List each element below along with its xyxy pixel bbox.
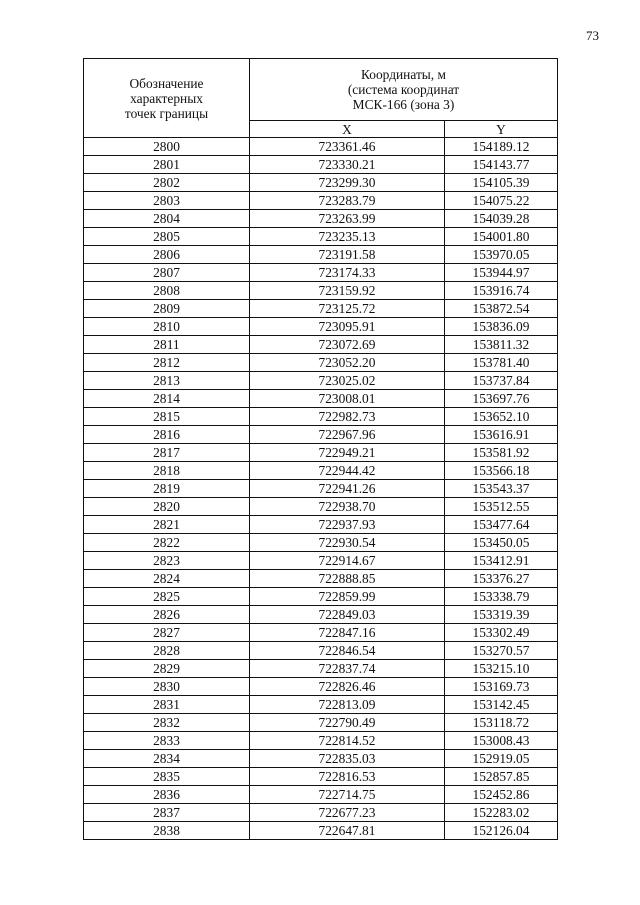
cell-x: 723361.46 — [250, 138, 445, 156]
cell-point: 2823 — [84, 552, 250, 570]
cell-x: 722835.03 — [250, 750, 445, 768]
table-row — [84, 282, 558, 300]
cell-point: 2831 — [84, 696, 250, 714]
cell-point: 2819 — [84, 480, 250, 498]
cell-y: 153376.27 — [445, 570, 558, 588]
cell-x: 722930.54 — [250, 534, 445, 552]
cell-point: 2832 — [84, 714, 250, 732]
table-row — [84, 354, 558, 372]
cell-y: 153215.10 — [445, 660, 558, 678]
table-row — [84, 300, 558, 318]
table-row — [84, 426, 558, 444]
cell-x: 723072.69 — [250, 336, 445, 354]
cell-x: 722814.52 — [250, 732, 445, 750]
cell-point: 2809 — [84, 300, 250, 318]
cell-y: 153781.40 — [445, 354, 558, 372]
cell-point: 2835 — [84, 768, 250, 786]
table-row — [84, 678, 558, 696]
cell-x: 723025.02 — [250, 372, 445, 390]
table-row — [84, 624, 558, 642]
cell-x: 723191.58 — [250, 246, 445, 264]
cell-y: 153169.73 — [445, 678, 558, 696]
cell-x: 723095.91 — [250, 318, 445, 336]
table-row — [84, 318, 558, 336]
header-x: X — [250, 121, 445, 138]
cell-point: 2800 — [84, 138, 250, 156]
cell-point: 2814 — [84, 390, 250, 408]
table-row — [84, 138, 558, 156]
cell-x: 722941.26 — [250, 480, 445, 498]
cell-x: 722826.46 — [250, 678, 445, 696]
cell-x: 722949.21 — [250, 444, 445, 462]
cell-x: 722813.09 — [250, 696, 445, 714]
cell-y: 152919.05 — [445, 750, 558, 768]
cell-point: 2815 — [84, 408, 250, 426]
cell-point: 2812 — [84, 354, 250, 372]
cell-y: 153412.91 — [445, 552, 558, 570]
cell-point: 2833 — [84, 732, 250, 750]
table-row — [84, 156, 558, 174]
cell-y: 153512.55 — [445, 498, 558, 516]
cell-x: 722859.99 — [250, 588, 445, 606]
cell-point: 2805 — [84, 228, 250, 246]
cell-y: 153916.74 — [445, 282, 558, 300]
table-row — [84, 516, 558, 534]
table-header — [84, 59, 558, 138]
table-row — [84, 246, 558, 264]
cell-y: 153338.79 — [445, 588, 558, 606]
table-row — [84, 642, 558, 660]
cell-y: 153836.09 — [445, 318, 558, 336]
table-row — [84, 570, 558, 588]
cell-point: 2817 — [84, 444, 250, 462]
page-number: 73 — [586, 28, 599, 43]
cell-point: 2821 — [84, 516, 250, 534]
cell-point: 2820 — [84, 498, 250, 516]
table-row — [84, 174, 558, 192]
table-row — [84, 534, 558, 552]
cell-x: 722982.73 — [250, 408, 445, 426]
cell-x: 722944.42 — [250, 462, 445, 480]
header-coordinates-label: Координаты, м (система координат МСК-166 (зона 3) — [347, 67, 460, 113]
table-row — [84, 408, 558, 426]
cell-point: 2834 — [84, 750, 250, 768]
cell-x: 722816.53 — [250, 768, 445, 786]
cell-y: 153944.97 — [445, 264, 558, 282]
cell-y: 153581.92 — [445, 444, 558, 462]
cell-y: 152283.02 — [445, 804, 558, 822]
table-row — [84, 606, 558, 624]
cell-point: 2827 — [84, 624, 250, 642]
cell-point: 2822 — [84, 534, 250, 552]
cell-point: 2801 — [84, 156, 250, 174]
cell-y: 153543.37 — [445, 480, 558, 498]
cell-y: 153118.72 — [445, 714, 558, 732]
header-point-label: Обозначение характерных точек границы — [124, 75, 209, 121]
cell-x: 722937.93 — [250, 516, 445, 534]
cell-x: 722938.70 — [250, 498, 445, 516]
cell-x: 723008.01 — [250, 390, 445, 408]
cell-point: 2830 — [84, 678, 250, 696]
cell-y: 153142.45 — [445, 696, 558, 714]
cell-point: 2837 — [84, 804, 250, 822]
cell-point: 2810 — [84, 318, 250, 336]
cell-y: 154075.22 — [445, 192, 558, 210]
cell-point: 2803 — [84, 192, 250, 210]
cell-y: 154189.12 — [445, 138, 558, 156]
cell-x: 723125.72 — [250, 300, 445, 318]
cell-y: 153697.76 — [445, 390, 558, 408]
header-y: Y — [445, 121, 558, 138]
header-point-designation — [84, 59, 250, 138]
table-row — [84, 714, 558, 732]
table-row — [84, 750, 558, 768]
table-row — [84, 336, 558, 354]
table-row — [84, 588, 558, 606]
cell-point: 2804 — [84, 210, 250, 228]
table-row — [84, 372, 558, 390]
table-row — [84, 264, 558, 282]
table-row — [84, 804, 558, 822]
cell-point: 2802 — [84, 174, 250, 192]
cell-point: 2824 — [84, 570, 250, 588]
cell-x: 723299.30 — [250, 174, 445, 192]
table-row — [84, 462, 558, 480]
cell-point: 2825 — [84, 588, 250, 606]
cell-point: 2836 — [84, 786, 250, 804]
table-row — [84, 696, 558, 714]
cell-y: 154105.39 — [445, 174, 558, 192]
cell-x: 723235.13 — [250, 228, 445, 246]
table-row — [84, 228, 558, 246]
cell-x: 722790.49 — [250, 714, 445, 732]
cell-x: 723159.92 — [250, 282, 445, 300]
cell-y: 153319.39 — [445, 606, 558, 624]
cell-point: 2811 — [84, 336, 250, 354]
cell-y: 153477.64 — [445, 516, 558, 534]
table-row — [84, 390, 558, 408]
table-row — [84, 660, 558, 678]
table-row — [84, 444, 558, 462]
cell-y: 153302.49 — [445, 624, 558, 642]
table-row — [84, 498, 558, 516]
cell-x: 722837.74 — [250, 660, 445, 678]
cell-y: 154143.77 — [445, 156, 558, 174]
table-row — [84, 822, 558, 840]
cell-x: 723263.99 — [250, 210, 445, 228]
cell-y: 153450.05 — [445, 534, 558, 552]
cell-point: 2808 — [84, 282, 250, 300]
cell-x: 722849.03 — [250, 606, 445, 624]
table-row — [84, 786, 558, 804]
cell-point: 2826 — [84, 606, 250, 624]
cell-y: 152126.04 — [445, 822, 558, 840]
cell-point: 2818 — [84, 462, 250, 480]
cell-point: 2807 — [84, 264, 250, 282]
cell-x: 723174.33 — [250, 264, 445, 282]
cell-x: 722846.54 — [250, 642, 445, 660]
cell-x: 722967.96 — [250, 426, 445, 444]
table-row — [84, 480, 558, 498]
cell-y: 153008.43 — [445, 732, 558, 750]
cell-point: 2806 — [84, 246, 250, 264]
table-row — [84, 768, 558, 786]
cell-y: 153811.32 — [445, 336, 558, 354]
cell-x: 723283.79 — [250, 192, 445, 210]
cell-y: 153872.54 — [445, 300, 558, 318]
cell-x: 722714.75 — [250, 786, 445, 804]
cell-y: 154001.80 — [445, 228, 558, 246]
cell-y: 153970.05 — [445, 246, 558, 264]
cell-y: 153566.18 — [445, 462, 558, 480]
cell-x: 722647.81 — [250, 822, 445, 840]
cell-point: 2813 — [84, 372, 250, 390]
cell-x: 722888.85 — [250, 570, 445, 588]
cell-y: 152452.86 — [445, 786, 558, 804]
table-row — [84, 732, 558, 750]
header-coordinates — [250, 59, 558, 121]
cell-x: 722914.67 — [250, 552, 445, 570]
cell-point: 2829 — [84, 660, 250, 678]
cell-x: 723052.20 — [250, 354, 445, 372]
table-row — [84, 552, 558, 570]
cell-y: 153616.91 — [445, 426, 558, 444]
cell-y: 153737.84 — [445, 372, 558, 390]
coordinates-table — [83, 58, 558, 840]
table-row — [84, 192, 558, 210]
cell-point: 2838 — [84, 822, 250, 840]
table-body — [84, 138, 558, 840]
cell-y: 154039.28 — [445, 210, 558, 228]
cell-x: 722847.16 — [250, 624, 445, 642]
cell-x: 722677.23 — [250, 804, 445, 822]
cell-y: 153270.57 — [445, 642, 558, 660]
cell-y: 153652.10 — [445, 408, 558, 426]
cell-x: 723330.21 — [250, 156, 445, 174]
cell-point: 2828 — [84, 642, 250, 660]
table-row — [84, 210, 558, 228]
cell-y: 152857.85 — [445, 768, 558, 786]
cell-point: 2816 — [84, 426, 250, 444]
